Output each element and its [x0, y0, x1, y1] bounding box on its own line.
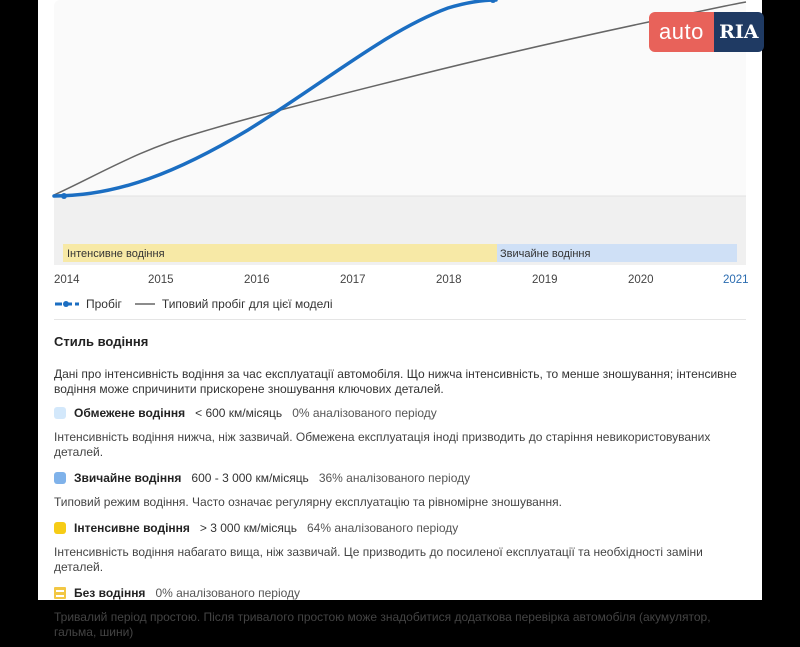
- style-none: [54, 582, 744, 604]
- mileage-legend-icon: [54, 299, 80, 309]
- mileage-start-point: [61, 193, 67, 199]
- style-percent: 0% аналізованого періоду: [155, 586, 301, 600]
- legend-typical-label: Типовий пробіг для цієї моделі: [161, 297, 333, 311]
- style-note: Типовий режим водіння. Часто означає регулярну експлуатацію та рівномірне зношування.: [54, 495, 562, 509]
- style-percent: 64% аналізованого періоду: [306, 521, 459, 535]
- style-note: Інтенсивність водіння нижча, ніж зазвичай. Обмежена експлуатація іноді призводить до старіння невикористовуваних деталей.: [54, 430, 711, 459]
- style-name: Звичайне водіння: [74, 471, 182, 485]
- band-normal-label: Звичайне водіння: [500, 248, 591, 260]
- legend-item-mileage: [54, 297, 122, 311]
- style-limited: [54, 402, 744, 424]
- band-intensive-label: Інтенсивне водіння: [67, 248, 165, 260]
- section-description: Дані про інтенсивність водіння за час експлуатації автомобіля. Що нижча інтенсивність, то менше зношування; інтенсивне водіння може спричинити прискорене зношування ключових деталей.: [54, 367, 737, 396]
- autoria-watermark: [649, 12, 764, 52]
- page: [38, 0, 762, 639]
- style-name: Інтенсивне водіння: [74, 521, 190, 535]
- x-tick: 2015: [148, 274, 174, 286]
- x-tick: 2019: [532, 274, 558, 286]
- section-divider: [54, 319, 746, 320]
- limited-color-square: [54, 407, 66, 419]
- driving-style-section: [54, 334, 744, 647]
- typical-legend-icon: [134, 299, 156, 309]
- legend-item-typical: [134, 297, 333, 311]
- style-percent: 36% аналізованого періоду: [318, 471, 471, 485]
- style-percent: 0% аналізованого періоду: [292, 406, 437, 420]
- style-normal: [54, 467, 744, 489]
- x-tick: 2016: [244, 274, 270, 286]
- x-tick: 2018: [436, 274, 462, 286]
- none-dashed-square: [54, 587, 66, 599]
- x-tick: 2017: [340, 274, 366, 286]
- x-tick: 2021: [723, 274, 749, 286]
- normal-color-square: [54, 472, 66, 484]
- style-name: Обмежене водіння: [74, 406, 186, 420]
- style-range: 600 - 3 000 км/місяць: [191, 471, 309, 485]
- intensive-color-square: [54, 522, 66, 534]
- section-title: Стиль водіння: [54, 334, 149, 349]
- style-note: Тривалий період простою. Після тривалого простою може знадобитися додаткова перевірка автомобіля (акумулятор, гальма, шини): [54, 610, 711, 639]
- legend-mileage-label: Пробіг: [86, 297, 122, 311]
- style-note: Інтенсивність водіння набагато вища, ніж зазвичай. Це призводить до посиленої експлуатації та необхідності заміни деталей.: [54, 545, 703, 574]
- watermark-ria-text: RIA: [714, 12, 764, 52]
- watermark-auto-text: auto: [649, 12, 714, 52]
- x-tick: 2020: [628, 274, 654, 286]
- chart-legend: [54, 297, 345, 311]
- style-range: > 3 000 км/місяць: [199, 521, 297, 535]
- style-intensive: [54, 517, 744, 539]
- x-tick: 2014: [54, 274, 80, 286]
- style-name: Без водіння: [74, 586, 146, 600]
- style-range: < 600 км/місяць: [195, 406, 283, 420]
